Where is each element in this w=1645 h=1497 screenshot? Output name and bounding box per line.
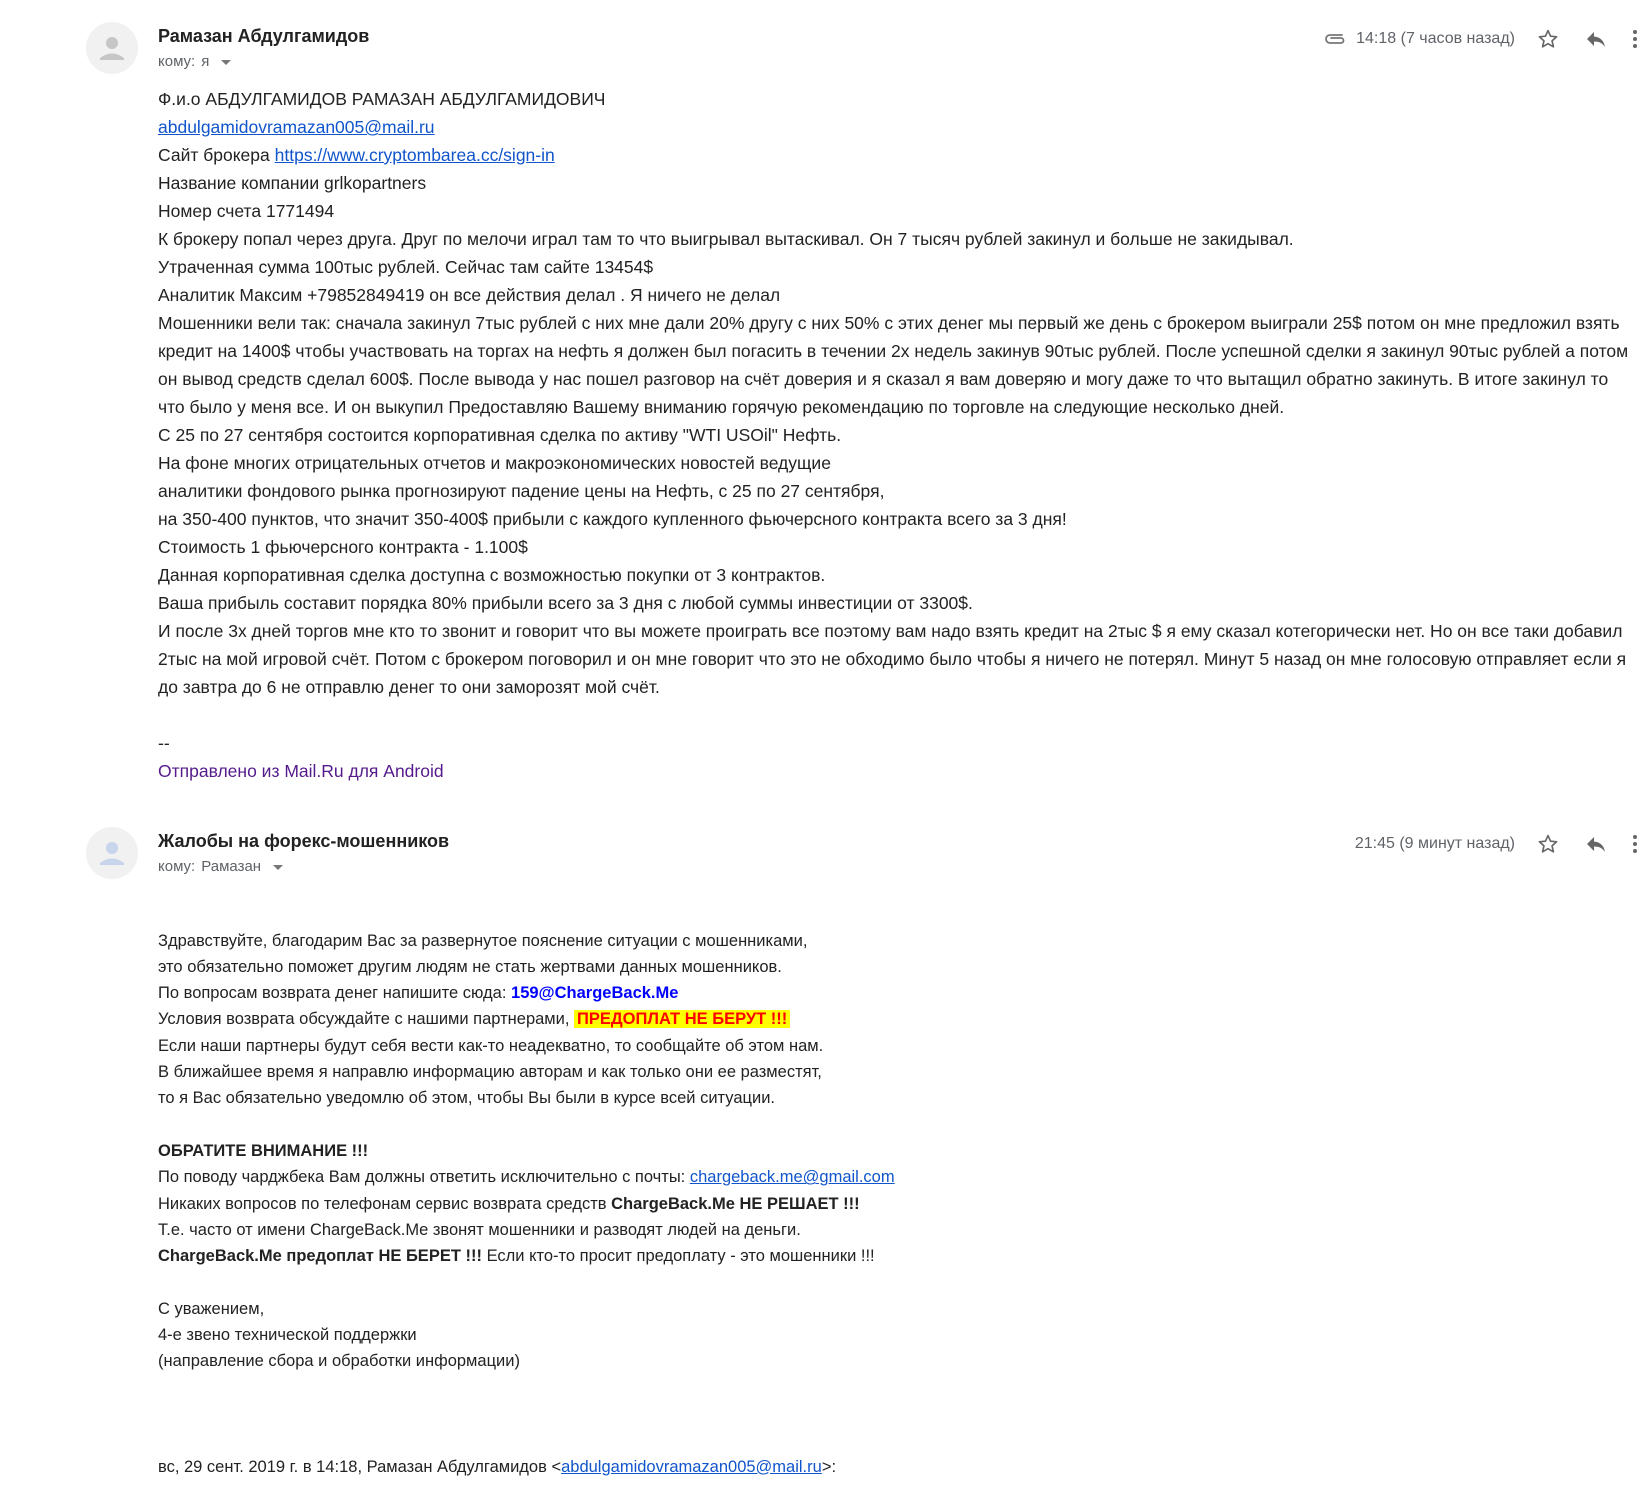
- team-line: 4-е звено технической поддержки: [158, 1326, 417, 1345]
- avatar[interactable]: [86, 22, 138, 74]
- quote-header: [158, 1454, 1638, 1480]
- recipient-prefix: кому:: [158, 858, 196, 875]
- body-paragraph: Ваша прибыль составит порядка 80% прибыли всего за 3 дня с любой суммы инвестиции от 3300$.: [158, 593, 973, 613]
- reply-icon[interactable]: [1581, 829, 1611, 859]
- body-paragraph: Мошенники вели так: сначала закинул 7тыс рублей с них мне дали 20% другу с них 50% с этих денег мы первый же день с брокером выиграли 25$ потом он мне предложил взять кредит на 1400$ чтобы участвовать на торгах на нефть я должен был погасить в течении 2х недель закинув 90тыс рублей. После успешной сделки я закинул 90тыс рублей а потом он вывод средств сделал 600$. После вывода у нас пошел разговор на счёт доверия и я сказал я вам доверяю и могу даже то что вытащил обратно закинуть. В итоге закинул то что было у меня все. И он выкупил Предоставляю Вашему вниманию горячую рекомендацию по торговле на следующие несколько дней.: [158, 313, 1629, 417]
- company-line: Название компании grlkopartners: [158, 173, 427, 193]
- star-icon[interactable]: [1533, 829, 1563, 859]
- email-link[interactable]: abdulgamidovramazan005@mail.ru: [158, 117, 435, 137]
- quote-email-link[interactable]: abdulgamidovramazan005@mail.ru: [561, 1457, 822, 1476]
- broker-label: Сайт брокера: [158, 145, 275, 165]
- body-line: [158, 1191, 1638, 1217]
- sender-name[interactable]: Рамазан Абдулгамидов: [158, 26, 370, 46]
- body-line: [158, 1164, 1638, 1190]
- body-paragraph: Данная корпоративная сделка доступна с возможностью покупки от 3 контрактов.: [158, 565, 826, 585]
- spacer: [158, 701, 1638, 729]
- chevron-down-icon[interactable]: [273, 865, 283, 870]
- prepayment-warning-bold: ChargeBack.Me предоплат НЕ БЕРЕТ !!!: [158, 1247, 482, 1266]
- body-paragraph: И после 3х дней торгов мне кто то звонит и говорит что вы можете проиграть все поэтому вам надо взять кредит на 2тыс $ я ему сказал котегорически нет. Но он все таки добавил 2тыс на мой игровой счёт. Потом с брокером поговорил и он мне говорит что это не обходимо было чтобы я ничего не потерял. Минут 5 назад он мне голосовую отправляет если я до завтра до 6 не отправлю денег то они заморозят мой счёт.: [158, 621, 1627, 697]
- chargeback-email-link[interactable]: chargeback.me@gmail.com: [689, 1168, 895, 1187]
- account-line: Номер счета 1771494: [158, 201, 335, 221]
- spacer: [158, 901, 1638, 927]
- regards-line: С уважением,: [158, 1299, 265, 1318]
- body-line: Здравствуйте, благодарим Вас за развернутое пояснение ситуации с мошенниками,: [158, 931, 808, 950]
- reply-icon[interactable]: [1581, 24, 1611, 54]
- body-paragraph: С 25 по 27 сентября состоится корпоративная сделка по активу "WTI USOil" Нефть.: [158, 425, 842, 445]
- person-icon: [86, 22, 138, 74]
- signature-line: [158, 757, 1638, 785]
- person-icon: [86, 827, 138, 879]
- body-paragraph: На фоне многих отрицательных отчетов и макроэкономических новостей ведущие: [158, 453, 831, 473]
- message-body: [158, 85, 1638, 785]
- email-line: [158, 113, 1638, 141]
- body-line: В ближайшее время я направлю информацию авторам и как только они ее разместят,: [158, 1063, 822, 1082]
- message-meta: [1355, 831, 1645, 857]
- body-paragraph: Стоимость 1 фьючерсного контракта - 1.100$: [158, 537, 528, 557]
- spacer: [158, 1269, 1638, 1295]
- body-line: это обязательно поможет другим людям не стать жертвами данных мошенников.: [158, 957, 782, 976]
- recipient-line[interactable]: [158, 53, 231, 70]
- signature-link[interactable]: Отправлено из Mail.Ru для Android: [158, 761, 444, 781]
- message-body: [158, 875, 1638, 1497]
- message-meta: [1322, 26, 1645, 52]
- team-line: (направление сбора и обработки информации): [158, 1352, 520, 1371]
- body-line: то я Вас обязательно уведомлю об этом, чтобы Вы были в курсе всей ситуации.: [158, 1089, 776, 1108]
- recipient-line[interactable]: [158, 858, 283, 875]
- contact-label: По вопросам возврата денег напишите сюда:: [158, 984, 512, 1003]
- body-line: [158, 1006, 1638, 1032]
- spacer: [158, 875, 1638, 901]
- no-prepayment-highlight: ПРЕДОПЛАТ НЕ БЕРУТ !!!: [574, 1010, 790, 1028]
- body-paragraph: Утраченная сумма 100тыс рублей. Сейчас там сайте 13454$: [158, 257, 654, 277]
- body-paragraph: Аналитик Максим +79852849419 он все действия делал . Я ничего не делал: [158, 285, 781, 305]
- sender-name[interactable]: Жалобы на форекс-мошенников: [158, 831, 450, 851]
- recipient-name: я: [201, 53, 210, 70]
- broker-line: [158, 141, 1638, 169]
- quote-header-text: вс, 29 сент. 2019 г. в 14:18, Рамазан Абдулгамидов <: [158, 1457, 562, 1476]
- reply-source-label: По поводу чарджбека Вам должны ответить исключительно с почты:: [158, 1168, 690, 1187]
- phone-warning-bold: ChargeBack.Me НЕ РЕШАЕТ !!!: [611, 1194, 860, 1213]
- message-time: 21:45 (9 минут назад): [1354, 835, 1515, 852]
- recipient-name: Рамазан: [201, 858, 262, 875]
- spacer: [158, 1401, 1638, 1427]
- more-vert-icon[interactable]: [1629, 829, 1641, 859]
- signature-dash: --: [158, 733, 170, 753]
- body-line: [158, 980, 1638, 1006]
- message-time: 14:18 (7 часов назад): [1356, 30, 1515, 47]
- avatar[interactable]: [86, 827, 138, 879]
- chargeback-contact-email: 159@ChargeBack.Me: [511, 984, 679, 1003]
- spacer: [158, 1427, 1638, 1453]
- fio-line: Ф.и.о АБДУЛГАМИДОВ РАМАЗАН АБДУЛГАМИДОВИЧ: [158, 89, 606, 109]
- body-line: Если наши партнеры будут себя вести как-то неадекватно, то сообщайте об этом нам.: [158, 1036, 824, 1055]
- body-paragraph: К брокеру попал через друга. Друг по мелочи играл там то что выигрывал вытаскивал. Он 7 тысяч рублей закинул и больше не закидывал.: [158, 229, 1294, 249]
- prepayment-warning-text: Если кто-то просит предоплату - это мошенники !!!: [481, 1247, 875, 1266]
- more-vert-icon[interactable]: [1629, 24, 1641, 54]
- spacer: [158, 1375, 1638, 1401]
- body-paragraph: на 350-400 пунктов, что значит 350-400$ прибыли с каждого купленного фьючерсного контракта всего за 3 дня!: [158, 509, 1067, 529]
- body-line: Т.е. часто от имени ChargeBack.Me звонят мошенники и разводят людей на деньги.: [158, 1220, 801, 1239]
- phone-warning-text: Никаких вопросов по телефонам сервис возврата средств: [158, 1194, 612, 1213]
- body-line: [158, 1243, 1638, 1269]
- quote-header-end: >:: [821, 1457, 837, 1476]
- star-icon[interactable]: [1533, 24, 1563, 54]
- recipient-prefix: кому:: [158, 53, 196, 70]
- paperclip-icon: [1322, 30, 1348, 48]
- chevron-down-icon[interactable]: [221, 60, 231, 65]
- attention-heading: ОБРАТИТЕ ВНИМАНИЕ !!!: [158, 1141, 369, 1160]
- spacer: [158, 1112, 1638, 1138]
- body-paragraph: аналитики фондового рынка прогнозируют падение цены на Нефть, с 25 по 27 сентября,: [158, 481, 885, 501]
- terms-label: Условия возврата обсуждайте с нашими партнерами,: [158, 1010, 575, 1029]
- email-message: [0, 805, 1645, 1497]
- broker-url-link[interactable]: https://www.cryptombarea.cc/sign-in: [274, 145, 555, 165]
